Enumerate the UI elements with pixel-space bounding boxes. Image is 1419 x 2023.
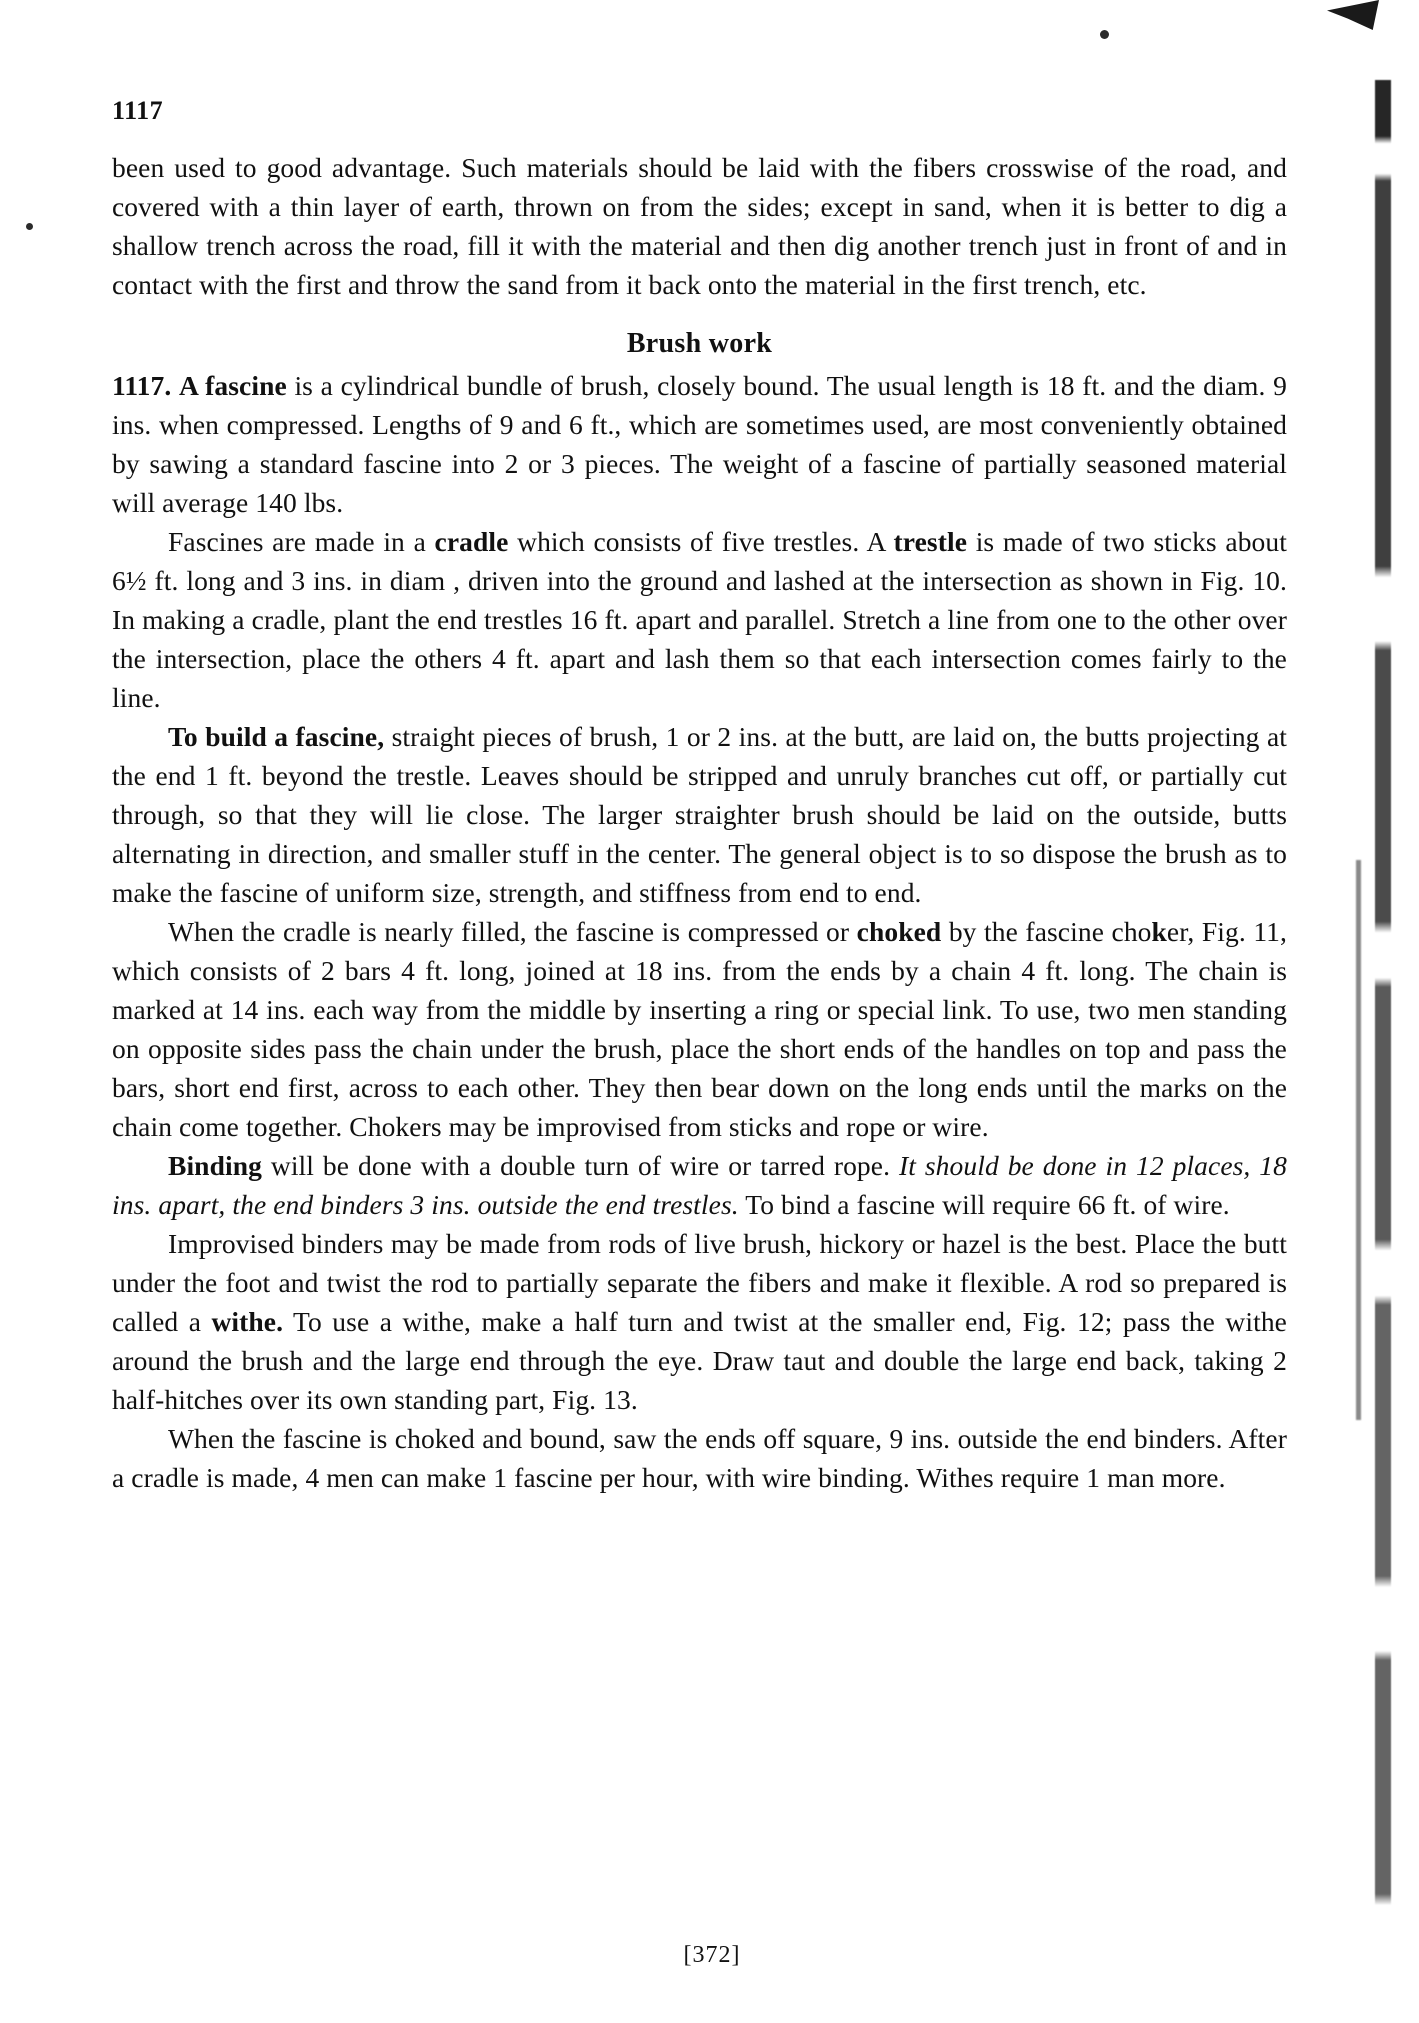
paragraph-improvised-binders: Improvised binders may be made from rods of live brush, hickory or hazel is the best. Place the butt under the foot and twist the rod to partially separate the fibers and make it flexible. A rod so prepared is called a withe. To use a withe, make a half turn and twist at the smaller end, Fig. 12; pass the withe around the brush and the large end through the eye. Draw taut and double the large end back, taking 2 half-hitches over its own standing part, Fig. 13. (112, 1228, 1287, 1415)
corner-scan-mark (1327, 0, 1379, 30)
paragraph-binding: Binding will be done with a double turn of wire or tarred rope. It should be done in 12 places, 18 ins. apart, the end binders 3 ins. outside the end trestles. To bind a fascine will require 66 ft. of wire. (112, 1150, 1287, 1220)
paragraph-choking: When the cradle is nearly filled, the fascine is compressed or choked by the fascine choker, Fig. 11, which consists of 2 bars 4 ft. long, joined at 18 ins. from the ends by a chain 4 ft. long. The chain is marked at 14 ins. each way from the middle by inserting a ring or special link. To use, two men standing on opposite sides pass the chain under the brush, place the short ends of the handles on top and pass the bars, short end first, across to each other. They then bear down on the long ends until the marks on the chain come together. Chokers may be improvised from sticks and rope or wire. (112, 916, 1287, 1142)
paragraph-fascine-definition: 1117. A fascine is a cylindrical bundle of brush, closely bound. The usual length is 18 ft. and the diam. 9 ins. when compressed. Lengths of 9 and 6 ft., which are sometimes used, are most conveniently obtained by sawing a standard fascine into 2 or 3 pieces. The weight of a fascine of partially seasoned material will average 140 lbs. (112, 370, 1287, 518)
scan-speck-top (1100, 30, 1109, 39)
paragraph-lead-term: A fascine (179, 370, 287, 401)
page-number-bottom: [372] (683, 1942, 741, 1968)
paragraph-build-fascine: To build a fascine, straight pieces of brush, 1 or 2 ins. at the butt, are laid on, the butts projecting at the end 1 ft. beyond the trestle. Leaves should be stripped and unruly branches cut off, or partially cut through, so that they will lie close. The larger straighter brush should be laid on the outside, butts alternating in direction, and smaller stuff in the center. The general object is to so dispose the brush as to make the fascine of uniform size, strength, and stiffness from end to end. (112, 721, 1287, 908)
scan-speck-left (26, 223, 33, 230)
page-edge-shadow (1375, 80, 1391, 1950)
page-content (112, 96, 1312, 1968)
section-heading: Brush work (626, 328, 773, 359)
page-edge-shadow-secondary (1356, 860, 1361, 1420)
paragraph-cradle: Fascines are made in a cradle which consists of five trestles. A trestle is made of two sticks about 6½ ft. long and 3 ins. in diam , driven into the ground and lashed at the intersection as shown in Fig. 10. In making a cradle, plant the end trestles 16 ft. apart and parallel. Stretch a line from one to the other over the intersection, place the others 4 ft. apart and lash them so that each intersection comes fairly to the line. (112, 526, 1287, 713)
paragraph-finishing: When the fascine is choked and bound, saw the ends off square, 9 ins. outside the end binders. After a cradle is made, 4 men can make 1 fascine per hour, with wire binding. Withes require 1 man more. (112, 1423, 1287, 1493)
paragraph-continued: been used to good advantage. Such materials should be laid with the fibers crosswise of the road, and covered with a thin layer of earth, thrown on from the sides; except in sand, when it is better to dig a shallow trench across the road, fill it with the material and then dig another trench just in front of and in contact with the first and throw the sand from it back onto the material in the first trench, etc. (112, 152, 1287, 300)
page-number-top: 1117 (112, 96, 164, 125)
paragraph-lead-number: 1117. (112, 370, 172, 401)
text-column (112, 148, 1287, 1497)
